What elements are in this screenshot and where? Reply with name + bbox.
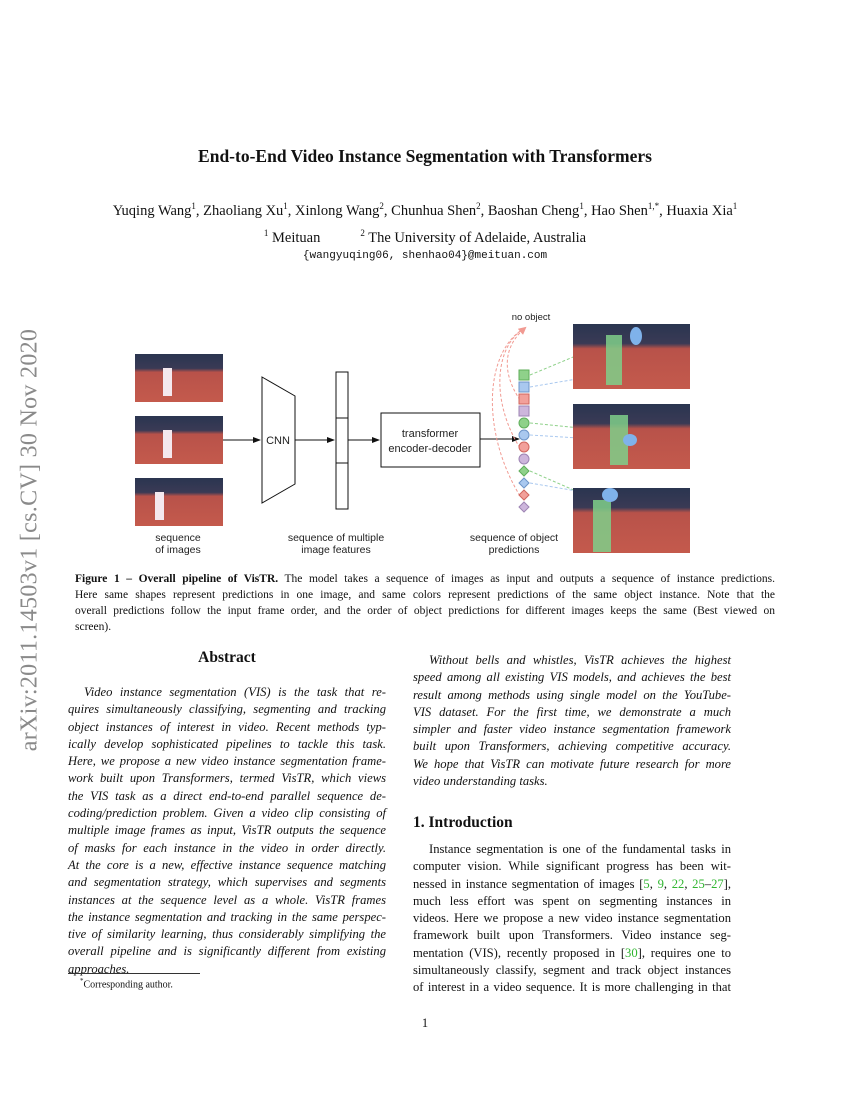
author-affil-sup: 1	[579, 201, 584, 211]
affil-sup: 1	[263, 228, 269, 238]
paper-title: End-to-End Video Instance Segmentation with Transformers	[198, 146, 652, 166]
prediction-diamond-blue	[519, 478, 529, 488]
text-line: much less effort was spent on segmenting instances in	[413, 893, 731, 908]
author: Chunhua Shen	[391, 202, 477, 219]
text: ],	[723, 876, 731, 891]
text-line: VIS dataset. For the first time, we demonstrate a much	[413, 704, 731, 719]
text-line: simultaneously classify, segment and track object instances	[413, 963, 731, 978]
affil-sup: 2	[360, 228, 365, 238]
citation-link[interactable]: 25	[692, 876, 705, 891]
citation-link[interactable]: 5	[643, 876, 650, 891]
text-line: ically develop sophisticated pipelines to tackle this task.	[68, 736, 386, 751]
footnote	[80, 977, 173, 990]
introduction-heading: 1. Introduction	[413, 814, 513, 831]
author: Yuqing Wang	[112, 202, 192, 219]
text-line: approaches.	[68, 961, 130, 976]
author: Hao Shen	[591, 202, 648, 219]
text-line: of interest in a video sequence. It is more challenging in that	[413, 980, 731, 995]
text-line: the VIS task as a direct end-to-end parallel sequence de-	[68, 788, 386, 803]
author: Xinlong Wang	[295, 202, 380, 219]
prediction-circle-green	[519, 418, 529, 428]
output-frame-3	[573, 488, 690, 553]
images-label: sequence	[155, 532, 201, 544]
output-frames	[573, 324, 690, 553]
features-label: image features	[301, 544, 371, 556]
text-line: multiple image frames as input, VisTR outputs the sequence	[68, 823, 386, 838]
author-affil-sup: 1	[732, 201, 738, 211]
affiliation: Meituan	[272, 229, 321, 246]
transformer-label: encoder-decoder	[388, 443, 472, 455]
author-list: Yuqing Wang$^1$, Zhaoliang Xu$^1$, Xinlong Wang$^2$, Chunhua Shen$^2$, Baoshan Cheng$^1$, Hao Shen$^{1,*}$, Huaxia Xia$^1$	[112, 201, 738, 219]
citation-link[interactable]: 22	[671, 876, 685, 891]
input-frame-3	[135, 478, 223, 526]
prediction-diamond-purple	[519, 502, 529, 512]
page-number: 1	[421, 1016, 429, 1030]
abstract-continued	[413, 652, 731, 790]
object-predictions	[519, 370, 529, 512]
contact-email: {wangyuqing06, shenhao04}@meituan.com	[302, 250, 548, 262]
affiliation: The University of Adelaide, Australia	[368, 229, 587, 246]
transformer-label: transformer	[401, 428, 459, 440]
predictions-label: predictions	[488, 544, 540, 556]
text-line: instances at the sequence level as a whole. VisTR frames	[68, 892, 386, 907]
text: mentation (VIS), recently proposed in [	[413, 945, 626, 960]
text-line: We hope that VisTR can motivate future research for more	[413, 756, 731, 771]
caption-text: Here same shapes represent predictions in one image, and same colors represent predictions of the same object instance. Note that the	[75, 589, 775, 601]
caption-text: screen).	[75, 621, 112, 633]
prediction-circle-red	[519, 442, 529, 452]
author-affil-sup: 1	[283, 201, 288, 211]
text-line: Video instance segmentation (VIS) is the task that re-	[84, 685, 386, 699]
prediction-diamond-red	[519, 490, 529, 500]
author: Zhaoliang Xu	[203, 202, 284, 219]
text: nessed in instance segmentation of images [	[413, 876, 644, 891]
text-line: Here, we propose a new video instance segmentation frame-	[68, 754, 386, 769]
figure-caption	[75, 571, 775, 635]
feature-sequence	[336, 372, 348, 509]
text-line: work built upon Transformers, termed VisTR, which views	[68, 771, 386, 786]
caption-text: The model takes a sequence of images as input and outputs a sequence of instance predictions.	[278, 573, 775, 585]
text-line: computer vision. While significant progress has been wit-	[413, 859, 731, 874]
prediction-square-blue	[519, 382, 529, 392]
prediction-square-purple	[519, 406, 529, 416]
text-line: coding/prediction problem. Given a video clip consisting of	[68, 806, 386, 821]
cnn-label: CNN	[266, 435, 290, 447]
text-line: the instance segmentation and tracking in the same perspec-	[68, 909, 386, 924]
text-line: overall pipeline and is significantly different from existing	[68, 944, 386, 959]
input-frame-1	[135, 354, 223, 402]
text-line: video understanding tasks.	[413, 774, 548, 789]
footnote-text: Corresponding author.	[83, 979, 173, 991]
text-line: and segmentation strategy, which supervises and segments	[68, 875, 386, 890]
author: Huaxia Xia	[666, 202, 733, 219]
caption-text: overall predictions follow the input frame order, and the order of object predictions for different images keeps the same (Best viewed on	[75, 605, 775, 617]
arxiv-identifier: arXiv:2011.14503v1 [cs.CV] 30 Nov 2020	[16, 328, 43, 752]
text-line: simpler and faster video instance segmentation framework	[413, 722, 731, 737]
prediction-circle-purple	[519, 454, 529, 464]
author-affil-sup: 1	[191, 201, 196, 211]
text-line: Without bells and whistles, VisTR achieves the highest	[429, 653, 731, 667]
citation-link[interactable]: 30	[625, 945, 638, 960]
text-line	[413, 945, 731, 962]
text-line: tive of similarity learning, thus considerably simplifying the	[68, 927, 386, 942]
prediction-diamond-green	[519, 466, 529, 476]
transformer-block	[381, 413, 480, 467]
input-frame-2	[135, 416, 223, 464]
predictions-label: sequence of object	[469, 532, 559, 544]
citation-link[interactable]: 9	[657, 876, 664, 891]
text-line: At the core is a new, effective instance sequence matching	[68, 857, 386, 872]
footnote-mark: *	[80, 977, 84, 985]
text-line: speed among all existing VIS models, and achieves the best	[413, 670, 731, 685]
text-line: of masks for each instance in the video in order directly.	[68, 840, 386, 855]
introduction-body	[413, 841, 731, 997]
citation-link[interactable]: 27	[711, 876, 724, 891]
text-line: quires simultaneously classifying, segmenting and tracking	[68, 702, 386, 717]
footnote-rule	[68, 973, 200, 974]
caption-label: Figure 1 – Overall pipeline of VisTR.	[75, 573, 279, 585]
no-object-label: no object	[511, 312, 551, 323]
text-line: Instance segmentation is one of the fundamental tasks in	[429, 842, 731, 856]
text-line: object instances of interest in video. Recent methods typ-	[68, 719, 386, 734]
features-label: sequence of multiple	[287, 532, 385, 544]
text-line: videos. Here we propose a new video instance segmentation	[413, 911, 731, 926]
author-affil-sup: 2	[476, 201, 481, 211]
prediction-square-green	[519, 370, 529, 380]
author-affil-sup: 1,*	[647, 201, 660, 211]
prediction-circle-blue	[519, 430, 529, 440]
text-line: framework built upon Transformers. Video instance seg-	[413, 928, 731, 943]
text-line: built upon Transformers, achieving competitive accuracy.	[413, 739, 731, 754]
text: ], requires one to	[637, 945, 732, 960]
author-affil-sup: 2	[379, 201, 384, 211]
abstract-heading: Abstract	[198, 649, 256, 666]
input-frames	[135, 354, 223, 526]
text-line: result among methods using single model on the YouTube-	[413, 687, 731, 702]
text-line: nessed in instance segmentation of images [5, 9, 22, 25–27],	[413, 876, 731, 891]
prediction-square-red	[519, 394, 529, 404]
images-label: of images	[155, 544, 201, 556]
author: Baoshan Cheng	[487, 202, 580, 219]
abstract-body	[68, 684, 386, 978]
